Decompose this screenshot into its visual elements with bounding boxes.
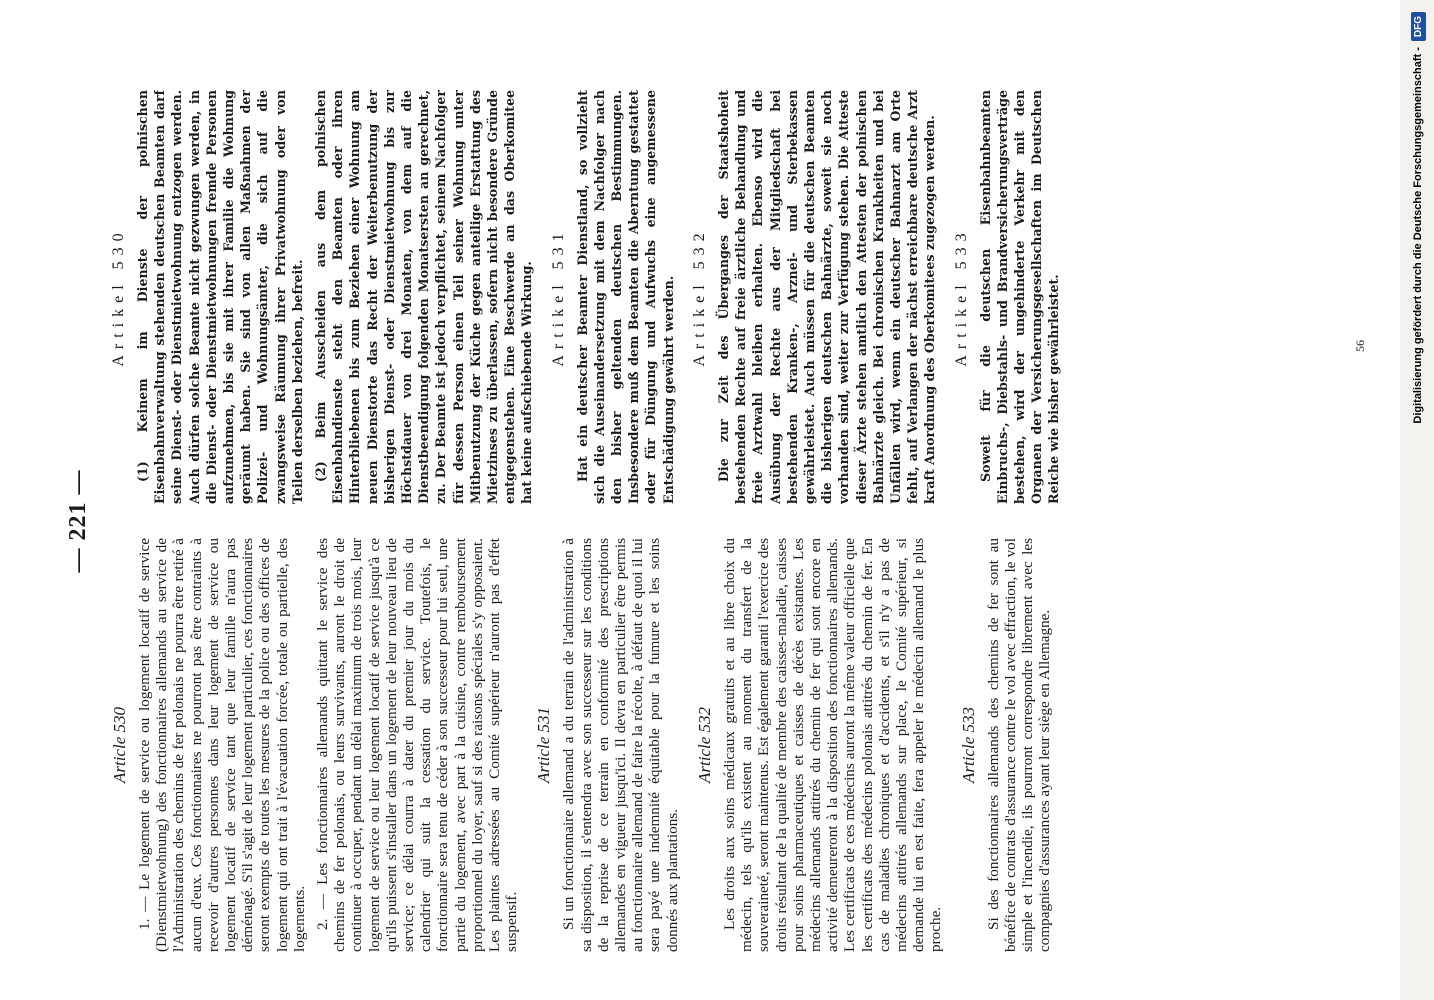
paragraph: Soweit für die deutschen Eisenbahnbeamten Einbruchs-, Diebstahls- und Brandversicherungsverträge bestehen, wird der ungehinderte Verkehr mit den Organen der Versicherungsgesellschaften im Deutschen Reiche wie bisher gewährleistet. [977, 90, 1062, 504]
french-column [106, 538, 1320, 952]
article-530-de [110, 90, 536, 504]
article-531-fr [534, 538, 680, 952]
page-number: 56 [1353, 340, 1367, 352]
digitization-note [1406, 8, 1430, 992]
paragraph: Hat ein deutscher Beamter Dienstland, so vollzieht sich die Auseinandersetzung mit dem Nachfolger nach den bisher geltenden deutschen Bestimmungen. Insbesondere muß dem Beamten die Aberntung gestattet oder für Düngung und Aufwuchs eine angemessene Entschädigung gewährt werden. [574, 90, 676, 504]
paragraph: Die zur Zeit des Überganges der Staatshoheit bestehenden Rechte auf freie ärztliche Behandlung und freie Arztwahl bleiben erhalten. Ebenso wird die Ausübung der Rechte aus der Mitgliedschaft bei bestehenden Kranken-, Arznei- und Sterbekassen gewährleistet. Auch müssen für die deutschen Beamten die bisherigen deutschen Bahnärzte, soweit sie noch vorhanden sind, weiter zur Verfügung stehen. Die Atteste dieser Ärzte stehen amtlich den Attesten der polnischen Bahnärzte gleich. Bei chronischen Krankheiten und bei Unfällen wird, wenn ein deutscher Bahnarzt am Orte fehlt, auf Verlangen der nächst erreichbare deutsche Arzt kraft Anordnung des Oberkomitees zugezogen werden. [715, 90, 938, 504]
paragraph: (2) Beim Ausscheiden aus dem polnischen Eisenbahndienste steht den Beamten oder ihren Hinterbliebenen bis zum Beziehen einer Wohnung am neuen Dienstorte das Recht der Weiterbenutzung der bisherigen Dienst- oder Dienstmietwohnung bis zur Höchstdauer von drei Monaten, von dem auf die Dienstbeendigung folgenden Monatsersten an gerechnet, zu. Der Beamte ist jedoch verpflichtet, seinem Nachfolger für dessen Person einen Teil seiner Wohnung unter Mitbenutzung der Küche gegen anteilige Erstattung des Mietzinses zu überlassen, sofern nicht besondere Gründe entgegenstehen. Eine Beschwerde an das Oberkomitee hat keine aufschiebende Wirkung. [313, 90, 535, 504]
paragraph: Si des fonctionnaires allemands des chemins de fer sont au bénéfice de contrats d'assurance contre le vol avec effraction, le vol simple et l'incendie, ils pourront correspondre librement avec les compagnies d'assurances ayant leur siège en Allemagne. [984, 538, 1054, 952]
article-533-de [953, 90, 1063, 504]
article-title: Article 530 [110, 707, 129, 784]
page-header: — 221 — [65, 469, 91, 573]
article-531-de [550, 90, 677, 504]
paragraph: Si un fonctionnaire allemand a du terrain de l'administration à sa disposition, il s'entendra avec son successeur sur les conditions de la reprise de ce terrain en conformité des prescriptions allemandes en vigueur jusqu'ici. Il devra en particulier être permis au fonctionnaire allemand de faire la récolte, à défaut de quoi il lui sera payé une indemnité équitable pour la fumure et les soins donnés aux plantations. [560, 538, 681, 952]
paragraph: 1. — Le logement de service ou logement locatif de service (Dienstmietwohnung) des fonctionnaires allemands au service de l'Administration des chemins de fer polonais ne pourra être retiré à aucun d'eux. Ces fonctionnaires ne pourront pas être contraints à recevoir d'autres personnes dans leur logement de service ou logement locatif de service tant que leur famille n'aura pas déménagé. S'il s'agit de leur logement particulier, ces fonctionnaires seront exempts de toutes les mesures de la police ou des offices de logement qui ont trait à l'évacuation forcée, totale ou partielle, des logements. [136, 538, 308, 952]
article-title: Article 533 [958, 707, 978, 784]
paragraph: 2. — Les fonctionnaires allemands quittant le service des chemins de fer polonais, ou leurs survivants, auront le droit de continuer à occuper, pendant un délai maximum de trois mois, leur logement de service ou leur logement locatif de service jusqu'à ce qu'ils puissent s'installer dans un logement de leur nouveau lieu de service; ce délai courra à dater du premier jour du mois du calendrier qui suit la cessation du service. Toutefois, le fonctionnaire sera tenu de céder à son successeur pour lui seul, une partie du logement, avec part à la cuisine, contre remboursement proportionnel du loyer, sauf si des raisons spéciales s'y opposaient. Les plaintes adressées au Comité supérieur n'auront pas d'effet suspensif. [314, 538, 521, 952]
article-title: Artikel 530 [110, 227, 127, 367]
article-title: Article 532 [694, 707, 714, 784]
digitization-text: Digitalisierung gefördert durch die Deutsche Forschungsgemeinschaft - [1412, 47, 1424, 424]
paragraph: Les droits aux soins médicaux gratuits et au libre choix du médecin, tels qu'ils existent au moment du transfert de la souveraineté, seront maintenus. Est également garanti l'exercice des droits résultant de la qualité de membre des caisses-maladie, caisses pour soins pharmaceutiques et caisses de décès existantes. Les médecins allemands attitrés du chemin de fer qui sont encore en activité demeureront à la disposition des fonctionnaires allemands. Les certificats de ces médecins auront la même valeur officielle que les certificats des médecins polonais attitrés du chemin de fer. En cas de maladies chroniques et d'accidents, et s'il n'y a pas de médecins attitrés allemands sur place, le Comité supérieur, si demande lui en est faite, fera appeler le médecin allemand le plus proche. [720, 538, 945, 952]
dfg-logo: DFG [1411, 12, 1426, 41]
article-530-fr [110, 538, 520, 952]
article-533-fr [959, 538, 1054, 952]
article-title: Article 531 [534, 707, 554, 784]
german-column [106, 90, 1320, 504]
bilingual-columns [106, 90, 1320, 952]
paragraph: (1) Keinem im Dienste der polnischen Eisenbahnverwaltung stehenden deutschen Beamten darf seine Dienst- oder Dienstmietwohnung entzogen werden. Auch dürfen solche Beamte nicht gezwungen werden, in die Dienst- oder Dienstmietwohnungen fremde Personen aufzunehmen, bis sie mit ihrer Familie die Wohnung geräumt haben. Sie sind von allen Maßnahmen der Polizei- und Wohnungsämter, die sich auf die zwangsweise Räumung ihrer Privatwohnung oder von Teilen derselben beziehen, befreit. [135, 90, 305, 504]
article-532-fr [695, 538, 945, 952]
article-title: Artikel 533 [952, 227, 970, 367]
article-532-de [691, 90, 939, 504]
article-title: Artikel 532 [690, 227, 708, 367]
article-title: Artikel 531 [549, 227, 567, 367]
